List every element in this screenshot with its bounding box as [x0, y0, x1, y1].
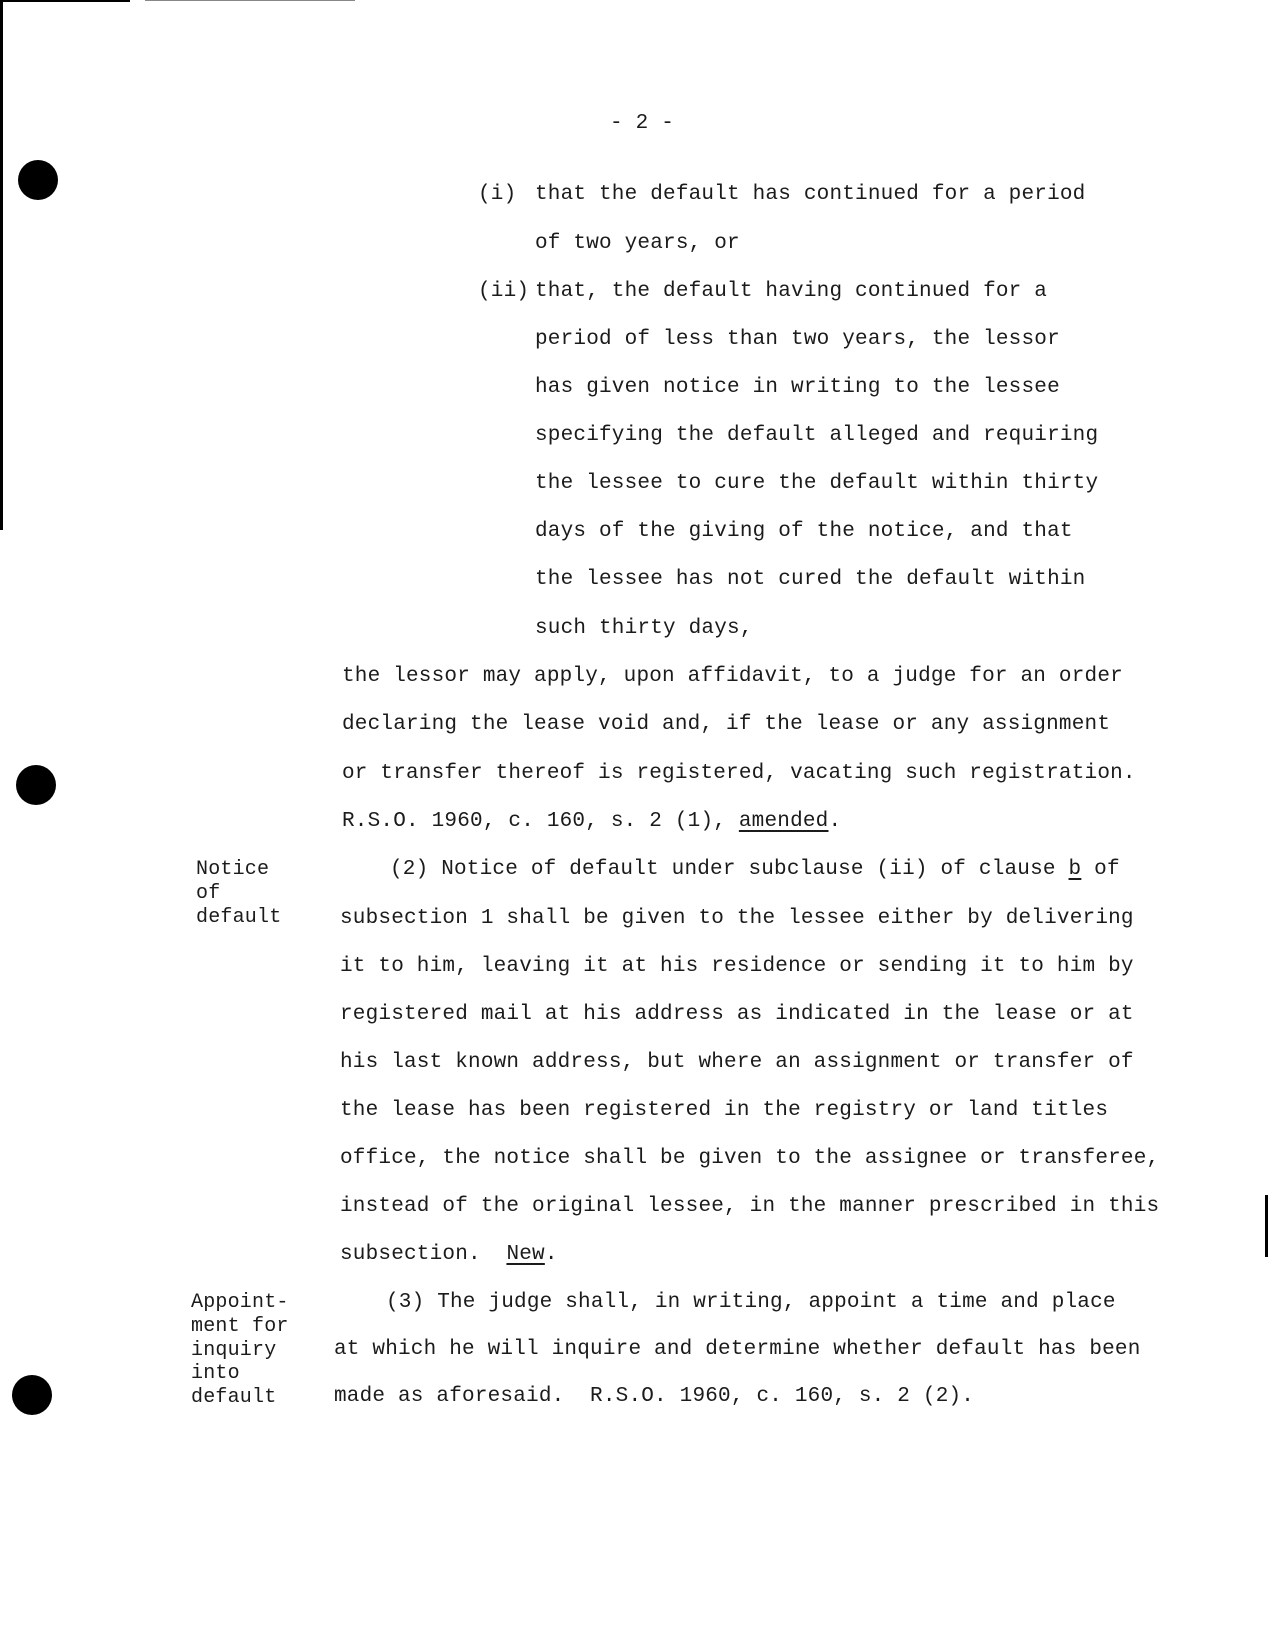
- para2-line-6: the lease has been registered in the registry or land titles: [340, 1099, 1109, 1122]
- clause-ii-line-2: period of less than two years, the lessor: [535, 328, 1060, 351]
- para2-last-line-text: subsection.: [340, 1243, 481, 1266]
- punch-hole-top: [18, 160, 58, 200]
- clause-ii-line-1: that, the default having continued for a: [535, 280, 1048, 303]
- margin-note-appointment-4: into: [191, 1362, 240, 1385]
- para2-line-3: it to him, leaving it at his residence or sending it to him by: [340, 955, 1134, 978]
- para1-citation: R.S.O. 1960, c. 160, s. 2 (1),: [342, 810, 727, 833]
- clause-letter-b: b: [1068, 858, 1082, 881]
- scan-edge-left: [0, 0, 3, 530]
- clause-ii-line-4: specifying the default alleged and requiring: [535, 424, 1099, 447]
- margin-note-notice-1: Notice: [196, 858, 270, 881]
- margin-note-appointment-3: inquiry: [191, 1339, 277, 1362]
- para1-line-2: declaring the lease void and, if the lease or any assignment: [342, 713, 1111, 736]
- clause-ii-line-6: days of the giving of the notice, and that: [535, 520, 1073, 543]
- margin-note-notice-3: default: [196, 906, 282, 929]
- clause-ii-line-5: the lessee to cure the default within thirty: [535, 472, 1099, 495]
- para1-end-period: .: [828, 810, 842, 833]
- para2-last-line: [340, 1243, 558, 1267]
- margin-note-appointment-1: Appoint-: [191, 1291, 289, 1314]
- margin-note-appointment-5: default: [191, 1386, 277, 1409]
- clause-ii-line-8: such thirty days,: [535, 617, 753, 640]
- clause-i-line-1: that the default has continued for a period: [535, 183, 1086, 206]
- scan-edge-top-faint: [145, 0, 355, 1]
- scan-edge-top: [0, 0, 130, 2]
- para2-line-7: office, the notice shall be given to the assignee or transferee,: [340, 1147, 1160, 1170]
- para3-line-2: at which he will inquire and determine whether default has been: [334, 1338, 1141, 1361]
- para2-line-8: instead of the original lessee, in the manner prescribed in this: [340, 1195, 1160, 1218]
- para3-line-3: made as aforesaid. R.S.O. 1960, c. 160, s. 2 (2).: [334, 1385, 975, 1408]
- amended-label: amended: [738, 810, 829, 833]
- margin-note-appointment-2: ment for: [191, 1315, 289, 1338]
- clause-ii-line-3: has given notice in writing to the lessee: [535, 376, 1060, 399]
- para3-line-1: (3) The judge shall, in writing, appoint a time and place: [386, 1291, 1116, 1314]
- new-label: New: [506, 1243, 545, 1266]
- para1-line-3: or transfer thereof is registered, vacating such registration.: [342, 762, 1136, 785]
- clause-i-line-2: of two years, or: [535, 232, 740, 255]
- punch-hole-middle: [16, 765, 56, 805]
- para2-end-period: .: [544, 1243, 558, 1266]
- margin-note-notice-2: of: [196, 882, 221, 905]
- punch-hole-bottom: [12, 1375, 52, 1415]
- para2-first-line-start: (2) Notice of default under subclause (ii) of clause: [390, 858, 1056, 881]
- clause-label-i: (i): [478, 183, 517, 206]
- para1-line-1: the lessor may apply, upon affidavit, to a judge for an order: [342, 665, 1123, 688]
- clause-label-ii: (ii): [478, 280, 530, 303]
- clause-ii-line-7: the lessee has not cured the default within: [535, 568, 1086, 591]
- page-number: - 2 -: [610, 112, 675, 135]
- para2-line-4: registered mail at his address as indicated in the lease or at: [340, 1003, 1134, 1026]
- para2-line-5: his last known address, but where an assignment or transfer of: [340, 1051, 1134, 1074]
- para2-first-line: [390, 858, 1120, 882]
- para2-line-2: subsection 1 shall be given to the lessee either by delivering: [340, 907, 1134, 930]
- para2-first-line-end: of: [1094, 858, 1120, 881]
- para1-citation-line: [342, 810, 841, 834]
